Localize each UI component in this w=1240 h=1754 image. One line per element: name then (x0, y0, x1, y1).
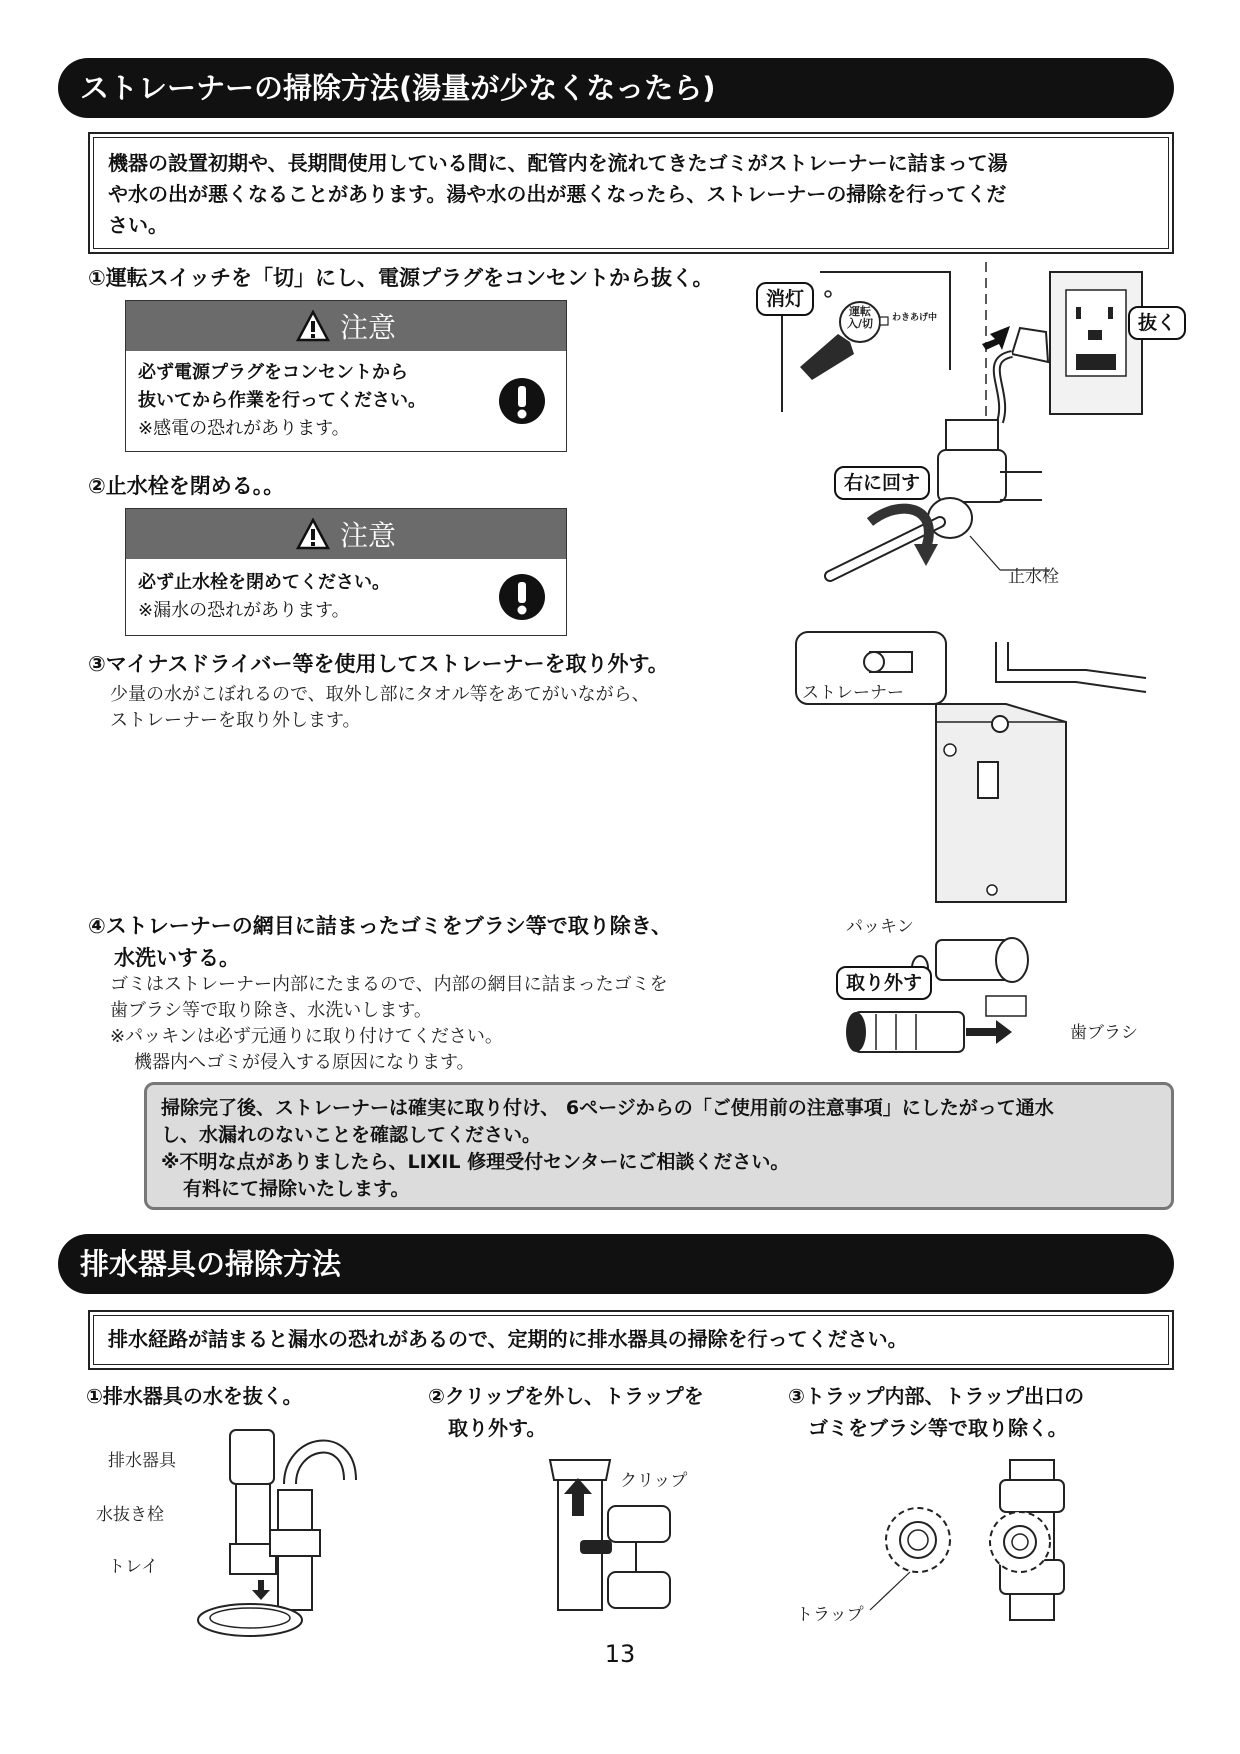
tray-label: トレイ (108, 1557, 159, 1577)
note-line: 少量の水がこぼれるので、取外し部にタオル等をあてがいながら、 (110, 684, 650, 705)
caution-note: ※漏水の恐れがあります。 (138, 600, 350, 621)
drain-intro-box (88, 1310, 1174, 1370)
step2-heading: ②止水栓を閉める。。 (88, 474, 285, 498)
step4-heading (88, 910, 672, 974)
note-line: ※パッキンは必ず元通りに取り付けてください。 (110, 1026, 503, 1047)
caution-box-electric (125, 300, 567, 452)
caution-header (126, 509, 566, 559)
caution-box-water (125, 508, 567, 636)
section-title-drain: 排水器具の掃除方法 (58, 1234, 1174, 1294)
step1-heading: ①運転スイッチを「切」にし、電源プラグをコンセントから抜く。 (88, 266, 714, 290)
stop-valve-label: 止水栓 (1008, 567, 1059, 587)
summary-line: 掃除完了後、ストレーナーは確実に取り付け、 6ページからの「ご使用前の注意事項」にしたがって通水 (161, 1097, 1054, 1119)
step4-line: ④ストレーナーの網目に詰まったゴミをブラシ等で取り除き、 (88, 914, 672, 938)
exclamation-icon (498, 377, 546, 425)
drain-step1-heading: ①排水器具の水を抜く。 (86, 1384, 303, 1408)
step3-notes (110, 682, 650, 734)
caution-line: 必ず電源プラグをコンセントから (138, 362, 408, 383)
switch-label (844, 306, 876, 330)
intro-line: 機器の設置初期や、長期間使用している間に、配管内を流れてきたゴミがストレーナーに詰まって湯 (108, 151, 1008, 175)
figure-drain-fixture (170, 1420, 370, 1640)
drain-step2-line: 取り外す。 (448, 1416, 547, 1440)
note-line: ゴミはストレーナー内部にたまるので、内部の網目に詰まったゴミを (110, 974, 668, 995)
page-number: 13 (604, 1640, 636, 1668)
strainer-intro-box (88, 132, 1174, 254)
summary-line: ※不明な点がありましたら、LIXIL 修理受付センターにご相談ください。 (161, 1151, 790, 1173)
caution-title: 注意 (339, 311, 396, 344)
figure-unit-strainer (796, 632, 1146, 908)
note-line: ストレーナーを取り外します。 (110, 710, 361, 731)
note-line: 機器内へゴミが侵入する原因になります。 (134, 1052, 475, 1073)
step4-notes (110, 972, 668, 1076)
switch-label-bottom: 入/切 (846, 317, 874, 330)
drain-step3-heading (788, 1380, 1084, 1444)
drain-step2-line: ②クリップを外し、トラップを (428, 1384, 704, 1408)
remove-callout: 取り外す (836, 966, 932, 1000)
exclamation-icon (498, 573, 546, 621)
warning-triangle-icon (296, 310, 330, 342)
note-line: 歯ブラシ等で取り除き、水洗いします。 (110, 1000, 432, 1021)
turn-right-callout: 右に回す (834, 466, 930, 500)
warning-triangle-icon (296, 518, 330, 550)
drain-fixture-label: 排水器具 (108, 1451, 176, 1471)
drain-step3-line: ゴミをブラシ等で取り除く。 (808, 1416, 1068, 1440)
toothbrush-label: 歯ブラシ (1070, 1023, 1138, 1043)
switch-label-top: 運転 (849, 305, 871, 318)
intro-line: や水の出が悪くなることがあります。湯や水の出が悪くなったら、ストレーナーの掃除を行ってくだ (108, 182, 1007, 206)
boiling-indicator-label: わきあげ中 (892, 313, 938, 323)
drain-plug-label: 水抜き栓 (96, 1505, 164, 1525)
strainer-label: ストレーナー (802, 683, 904, 703)
intro-line: さい。 (108, 213, 168, 237)
caution-title: 注意 (339, 519, 396, 552)
drain-step3-line: ③トラップ内部、トラップ出口の (788, 1384, 1085, 1408)
step3-heading: ③マイナスドライバー等を使用してストレーナーを取り外す。 (88, 652, 669, 676)
caution-note: ※感電の恐れがあります。 (138, 418, 350, 439)
summary-line: し、水漏れのないことを確認してください。 (161, 1124, 542, 1146)
packing-label: パッキン (846, 917, 914, 937)
unplug-callout: 抜く (1128, 306, 1186, 340)
caution-header (126, 301, 566, 351)
figure-trap-cleaning (860, 1460, 1080, 1620)
section-title-strainer: ストレーナーの掃除方法(湯量が少なくなったら) (58, 58, 1174, 118)
drain-step2-heading (428, 1380, 704, 1444)
caution-line: 必ず止水栓を閉めてください。 (138, 572, 390, 593)
drain-intro-text: 排水経路が詰まると漏水の恐れがあるので、定期的に排水器具の掃除を行ってください。 (108, 1327, 908, 1351)
figure-switch-outlet (750, 262, 1180, 422)
clip-label: クリップ (620, 1471, 688, 1491)
step4-line: 水洗いする。 (114, 946, 240, 970)
summary-line: 有料にて掃除いたします。 (183, 1178, 410, 1200)
summary-box (144, 1082, 1174, 1210)
caution-line: 抜いてから作業を行ってください。 (138, 390, 426, 411)
trap-label: トラップ (796, 1605, 864, 1625)
light-off-callout: 消灯 (756, 282, 814, 316)
